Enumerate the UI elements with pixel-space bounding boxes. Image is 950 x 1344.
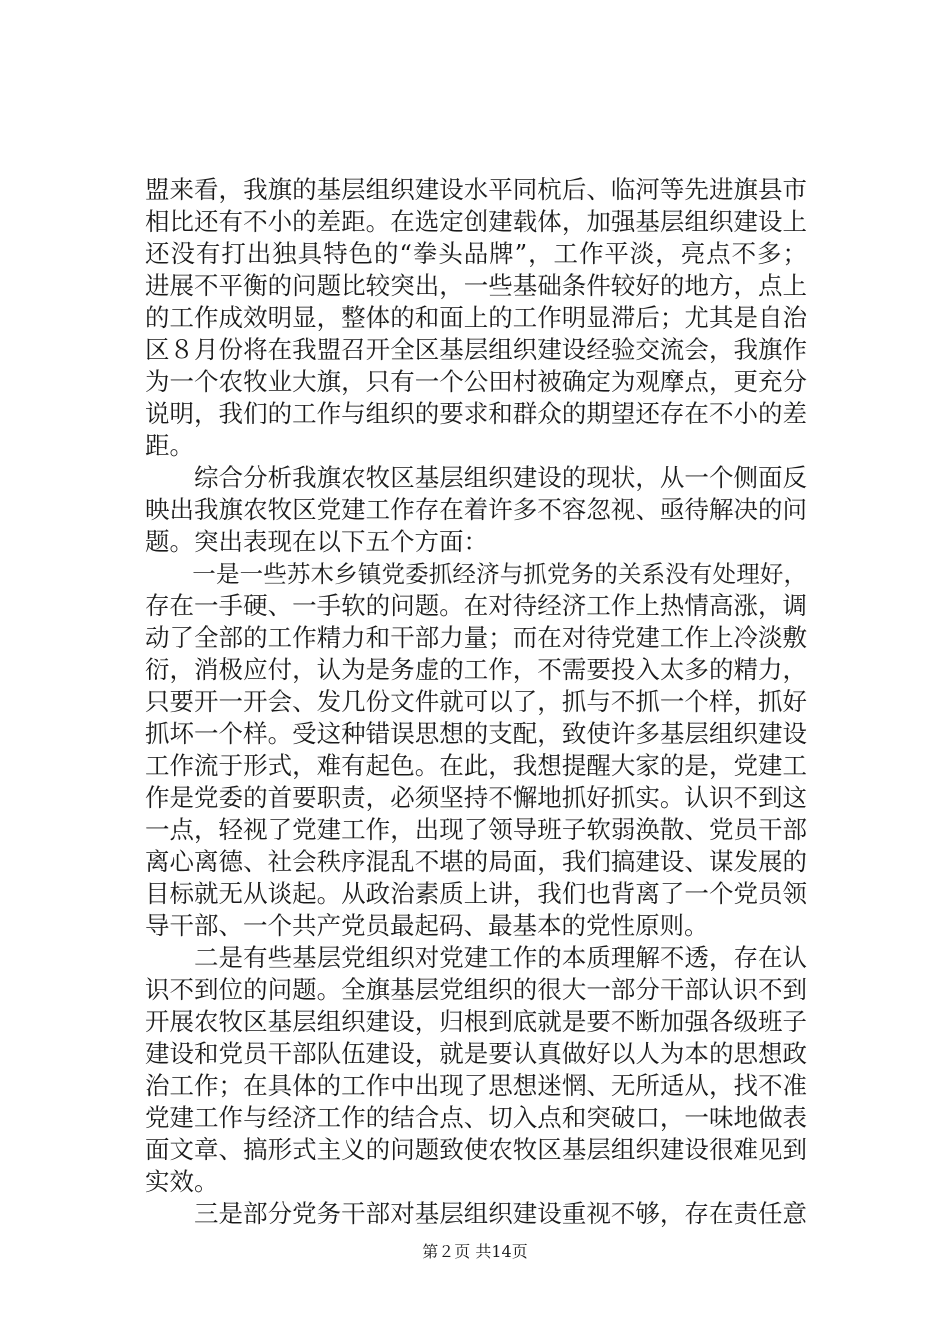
text-line: 综合分析我旗农牧区基层组织建设的现状，从一个侧面反 — [145, 463, 807, 492]
text-line: 三是部分党务干部对基层组织建设重视不够，存在责任意 — [145, 1199, 807, 1228]
text-line: 还没有打出独具特色的“拳头品牌”，工作平淡，亮点不多； — [145, 239, 807, 268]
text-line: 导干部、一个共产党员最起码、最基本的党性原则。 — [145, 911, 709, 940]
text-line: 相比还有不小的差距。在选定创建载体，加强基层组织建设上 — [145, 207, 807, 236]
text-line: 目标就无从谈起。从政治素质上讲，我们也背离了一个党员领 — [145, 879, 807, 908]
page-footer: 第２页 共14页 — [422, 1242, 528, 1261]
text-line: 映出我旗农牧区党建工作存在着许多不容忽视、亟待解决的问 — [145, 495, 807, 524]
text-line: 实效。 — [145, 1167, 219, 1196]
text-line: 治工作；在具体的工作中出现了思想迷惘、无所适从，找不准 — [145, 1071, 807, 1100]
text-line: 面文章、搞形式主义的问题致使农牧区基层组织建设很难见到 — [145, 1135, 807, 1164]
text-line: 的工作成效明显，整体的和面上的工作明显滞后；尤其是自治 — [145, 303, 807, 332]
text-line: 建设和党员干部队伍建设，就是要认真做好以人为本的思想政 — [145, 1039, 807, 1068]
text-line: 离心离德、社会秩序混乱不堪的局面，我们搞建设、谋发展的 — [145, 847, 807, 876]
text-line: 只要开一开会、发几份文件就可以了，抓与不抓一个样，抓好 — [145, 687, 807, 716]
text-line: 二是有些基层党组织对党建工作的本质理解不透，存在认 — [145, 943, 807, 972]
text-line: 说明，我们的工作与组织的要求和群众的期望还存在不小的差 — [145, 399, 807, 428]
text-line: 党建工作与经济工作的结合点、切入点和突破口，一味地做表 — [145, 1103, 807, 1132]
text-line: 距。 — [145, 431, 194, 460]
text-line: 一是一些苏木乡镇党委抓经济与抓党务的关系没有处理好， — [145, 560, 807, 588]
text-line: 工作流于形式，难有起色。在此，我想提醒大家的是，党建工 — [145, 751, 807, 780]
text-line: 盟来看，我旗的基层组织建设水平同杭后、临河等先进旗县市 — [145, 175, 807, 204]
text-line: 题。突出表现在以下五个方面： — [145, 527, 488, 556]
text-line: 一点，轻视了党建工作，出现了领导班子软弱涣散、党员干部 — [145, 815, 807, 844]
text-line: 开展农牧区基层组织建设，归根到底就是要不断加强各级班子 — [145, 1007, 807, 1036]
text-line: 衍，消极应付，认为是务虚的工作，不需要投入太多的精力， — [145, 655, 807, 684]
text-line: 作是党委的首要职责，必须坚持不懈地抓好抓实。认识不到这 — [145, 783, 807, 812]
text-line: 为一个农牧业大旗，只有一个公田村被确定为观摩点，更充分 — [145, 367, 807, 396]
text-line: 存在一手硬、一手软的问题。在对待经济工作上热情高涨，调 — [145, 591, 807, 620]
text-line: 抓坏一个样。受这种错误思想的支配，致使许多基层组织建设 — [145, 719, 807, 748]
text-line: 识不到位的问题。全旗基层党组织的很大一部分干部认识不到 — [145, 975, 807, 1004]
text-line: 动了全部的工作精力和干部力量；而在对待党建工作上冷淡敷 — [145, 623, 807, 652]
text-line: 进展不平衡的问题比较突出，一些基础条件较好的地方，点上 — [145, 271, 807, 300]
document-body — [145, 174, 807, 1230]
text-line: 区８月份将在我盟召开全区基层组织建设经验交流会，我旗作 — [145, 335, 807, 364]
